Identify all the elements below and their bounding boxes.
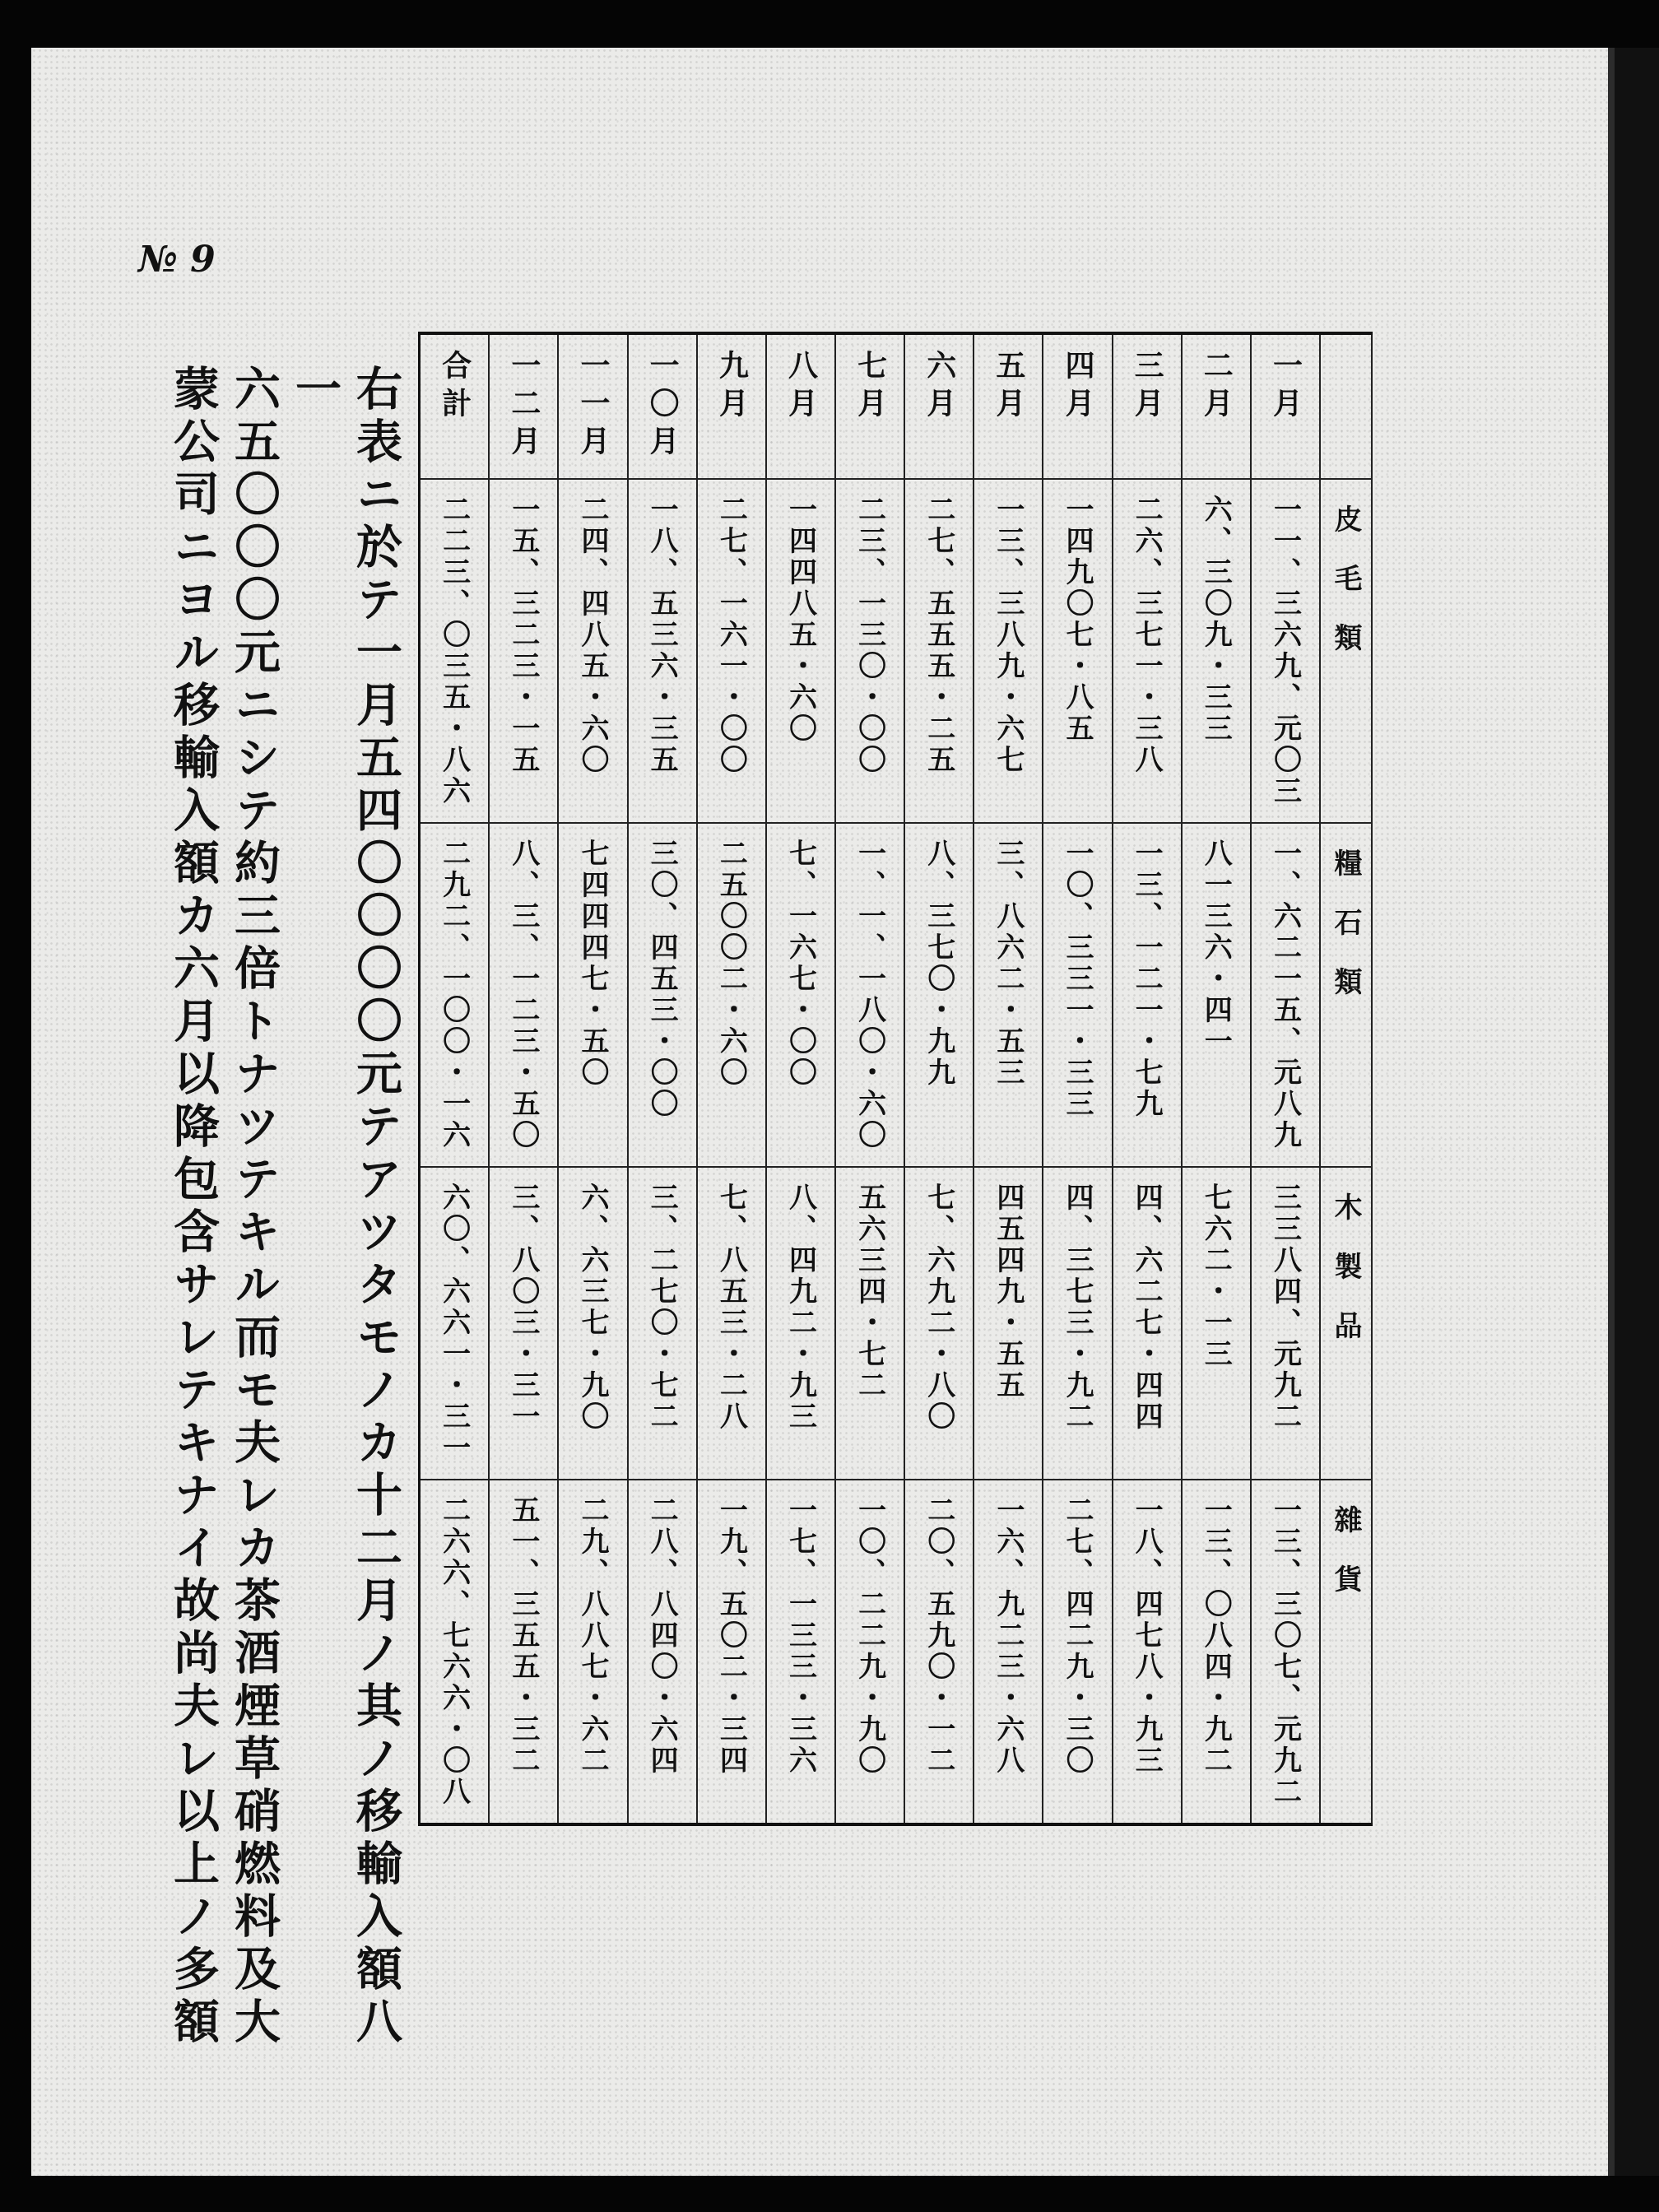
stone-cell: 二五〇〇二・六〇	[697, 823, 766, 1167]
fur-cell: 二七、一六一・〇〇	[697, 479, 766, 823]
table-row	[835, 333, 904, 1824]
stone-total-cell: 二九二、一〇〇・一六	[420, 823, 490, 1167]
book-spine-edge	[1608, 48, 1615, 2176]
remark-text	[166, 365, 406, 2076]
table-row	[1113, 333, 1182, 1824]
stone-cell: 一、六二一五、元八九	[1251, 823, 1320, 1167]
misc-cell: 一七、一三三・三六	[766, 1480, 835, 1824]
stone-cell: 八、三、一二三・五〇	[489, 823, 558, 1167]
misc-cell: 一九、五〇二・三四	[697, 1480, 766, 1824]
stone-cell: 一三、一二一・七九	[1113, 823, 1182, 1167]
misc-cell: 一三、三〇七、元九二	[1251, 1480, 1320, 1824]
table-row	[1043, 333, 1112, 1824]
stone-cell: 一〇、三三一・三三	[1043, 823, 1112, 1167]
month-cell: 四月	[1043, 333, 1112, 479]
wood-cell: 六、六三七・九〇	[558, 1167, 627, 1480]
wood-cell: 四、三七三・九二	[1043, 1167, 1112, 1480]
table-row	[558, 333, 627, 1824]
wood-cell: 七、八五三・二八	[697, 1167, 766, 1480]
fur-cell: 一四四八五・六〇	[766, 479, 835, 823]
monthly-import-table	[418, 332, 1373, 1826]
header-corner	[1320, 333, 1372, 479]
stone-cell: 三、八六二・五三	[974, 823, 1043, 1167]
misc-cell: 五一、三五五・三二	[489, 1480, 558, 1824]
remark-line: 六五〇〇〇元ニシテ約三倍トナツテキル而モ夫レカ茶酒煙草硝燃料及大	[227, 365, 281, 2050]
fur-cell: 一一、三六九、元〇三	[1251, 479, 1320, 823]
month-cell: 二月	[1182, 333, 1251, 479]
table-row	[1182, 333, 1251, 1824]
header-stone: 糧石類	[1320, 823, 1372, 1167]
misc-cell: 一八、四七八・九三	[1113, 1480, 1182, 1824]
fur-cell: 二七、五五五・二五	[904, 479, 974, 823]
wood-cell: 三三八四、元九二	[1251, 1167, 1320, 1480]
month-cell: 九月	[697, 333, 766, 479]
stone-cell: 三〇、四五三・〇〇	[628, 823, 697, 1167]
wood-cell: 五六三四・七二	[835, 1167, 904, 1480]
month-cell: 七月	[835, 333, 904, 479]
table-row	[974, 333, 1043, 1824]
table-row	[1251, 333, 1320, 1824]
month-cell: 一〇月	[628, 333, 697, 479]
month-cell: 八月	[766, 333, 835, 479]
remark-line: 右表ニ於テ一月五四〇〇〇〇元テアツタモノカ十二月ノ其ノ移輸入額八一	[288, 365, 402, 2050]
stone-cell: 一、一、一八〇・六〇	[835, 823, 904, 1167]
wood-cell: 七六二・一三	[1182, 1167, 1251, 1480]
fur-cell: 二六、三七一・三八	[1113, 479, 1182, 823]
fur-cell: 一八、五三六・三五	[628, 479, 697, 823]
wood-cell: 七、六九二・八〇	[904, 1167, 974, 1480]
header-wood: 木製品	[1320, 1167, 1372, 1480]
fur-cell: 二三、一三〇・〇〇	[835, 479, 904, 823]
remark-line: 蒙公司ニヨル移輸入額カ六月以降包含サレテキナイ故尚夫レ以上ノ多額	[166, 365, 220, 2050]
fur-cell: 一五、三二三・一五	[489, 479, 558, 823]
month-cell: 一二月	[489, 333, 558, 479]
stone-cell: 七四四四七・五〇	[558, 823, 627, 1167]
fur-cell: 六、三〇九・三三	[1182, 479, 1251, 823]
header-misc: 雜貨	[1320, 1480, 1372, 1824]
wood-cell: 三、八〇三・三一	[489, 1167, 558, 1480]
month-cell: 一月	[1251, 333, 1320, 479]
misc-cell: 二八、八四〇・六四	[628, 1480, 697, 1824]
misc-cell: 二七、四二九・三〇	[1043, 1480, 1112, 1824]
page-number: № 9	[138, 239, 216, 281]
fur-cell: 二四、四八五・六〇	[558, 479, 627, 823]
wood-cell: 三、二七〇・七二	[628, 1167, 697, 1480]
book-spine	[1615, 48, 1659, 2176]
misc-cell: 一三、〇八四・九二	[1182, 1480, 1251, 1824]
table-total-row	[420, 333, 490, 1824]
table-row	[766, 333, 835, 1824]
table-row	[697, 333, 766, 1824]
month-cell: 三月	[1113, 333, 1182, 479]
table-row	[489, 333, 558, 1824]
table-header-row	[1320, 333, 1372, 1824]
wood-total-cell: 六〇、六六一・三一	[420, 1167, 490, 1480]
month-cell: 六月	[904, 333, 974, 479]
wood-cell: 四、六二七・四四	[1113, 1167, 1182, 1480]
misc-cell: 一六、九二三・六八	[974, 1480, 1043, 1824]
wood-cell: 四五四九・五五	[974, 1167, 1043, 1480]
table-row	[904, 333, 974, 1824]
fur-cell: 一四九〇七・八五	[1043, 479, 1112, 823]
fur-cell: 一三、三八九・六七	[974, 479, 1043, 823]
misc-total-cell: 二六六、七六六・〇八	[420, 1480, 490, 1824]
month-cell: 五月	[974, 333, 1043, 479]
month-cell: 一一月	[558, 333, 627, 479]
table-row	[628, 333, 697, 1824]
fur-total-cell: 二二三、〇三五・八六	[420, 479, 490, 823]
misc-cell: 二九、八八七・六二	[558, 1480, 627, 1824]
misc-cell: 一〇、二二九・九〇	[835, 1480, 904, 1824]
stone-cell: 八、三七〇・九九	[904, 823, 974, 1167]
total-label-cell: 合計	[420, 333, 490, 479]
document-page	[31, 48, 1615, 2176]
header-fur: 皮毛類	[1320, 479, 1372, 823]
stone-cell: 八一三六・四一	[1182, 823, 1251, 1167]
misc-cell: 二〇、五九〇・一二	[904, 1480, 974, 1824]
stone-cell: 七、一六七・〇〇	[766, 823, 835, 1167]
wood-cell: 八、四九二・九三	[766, 1167, 835, 1480]
